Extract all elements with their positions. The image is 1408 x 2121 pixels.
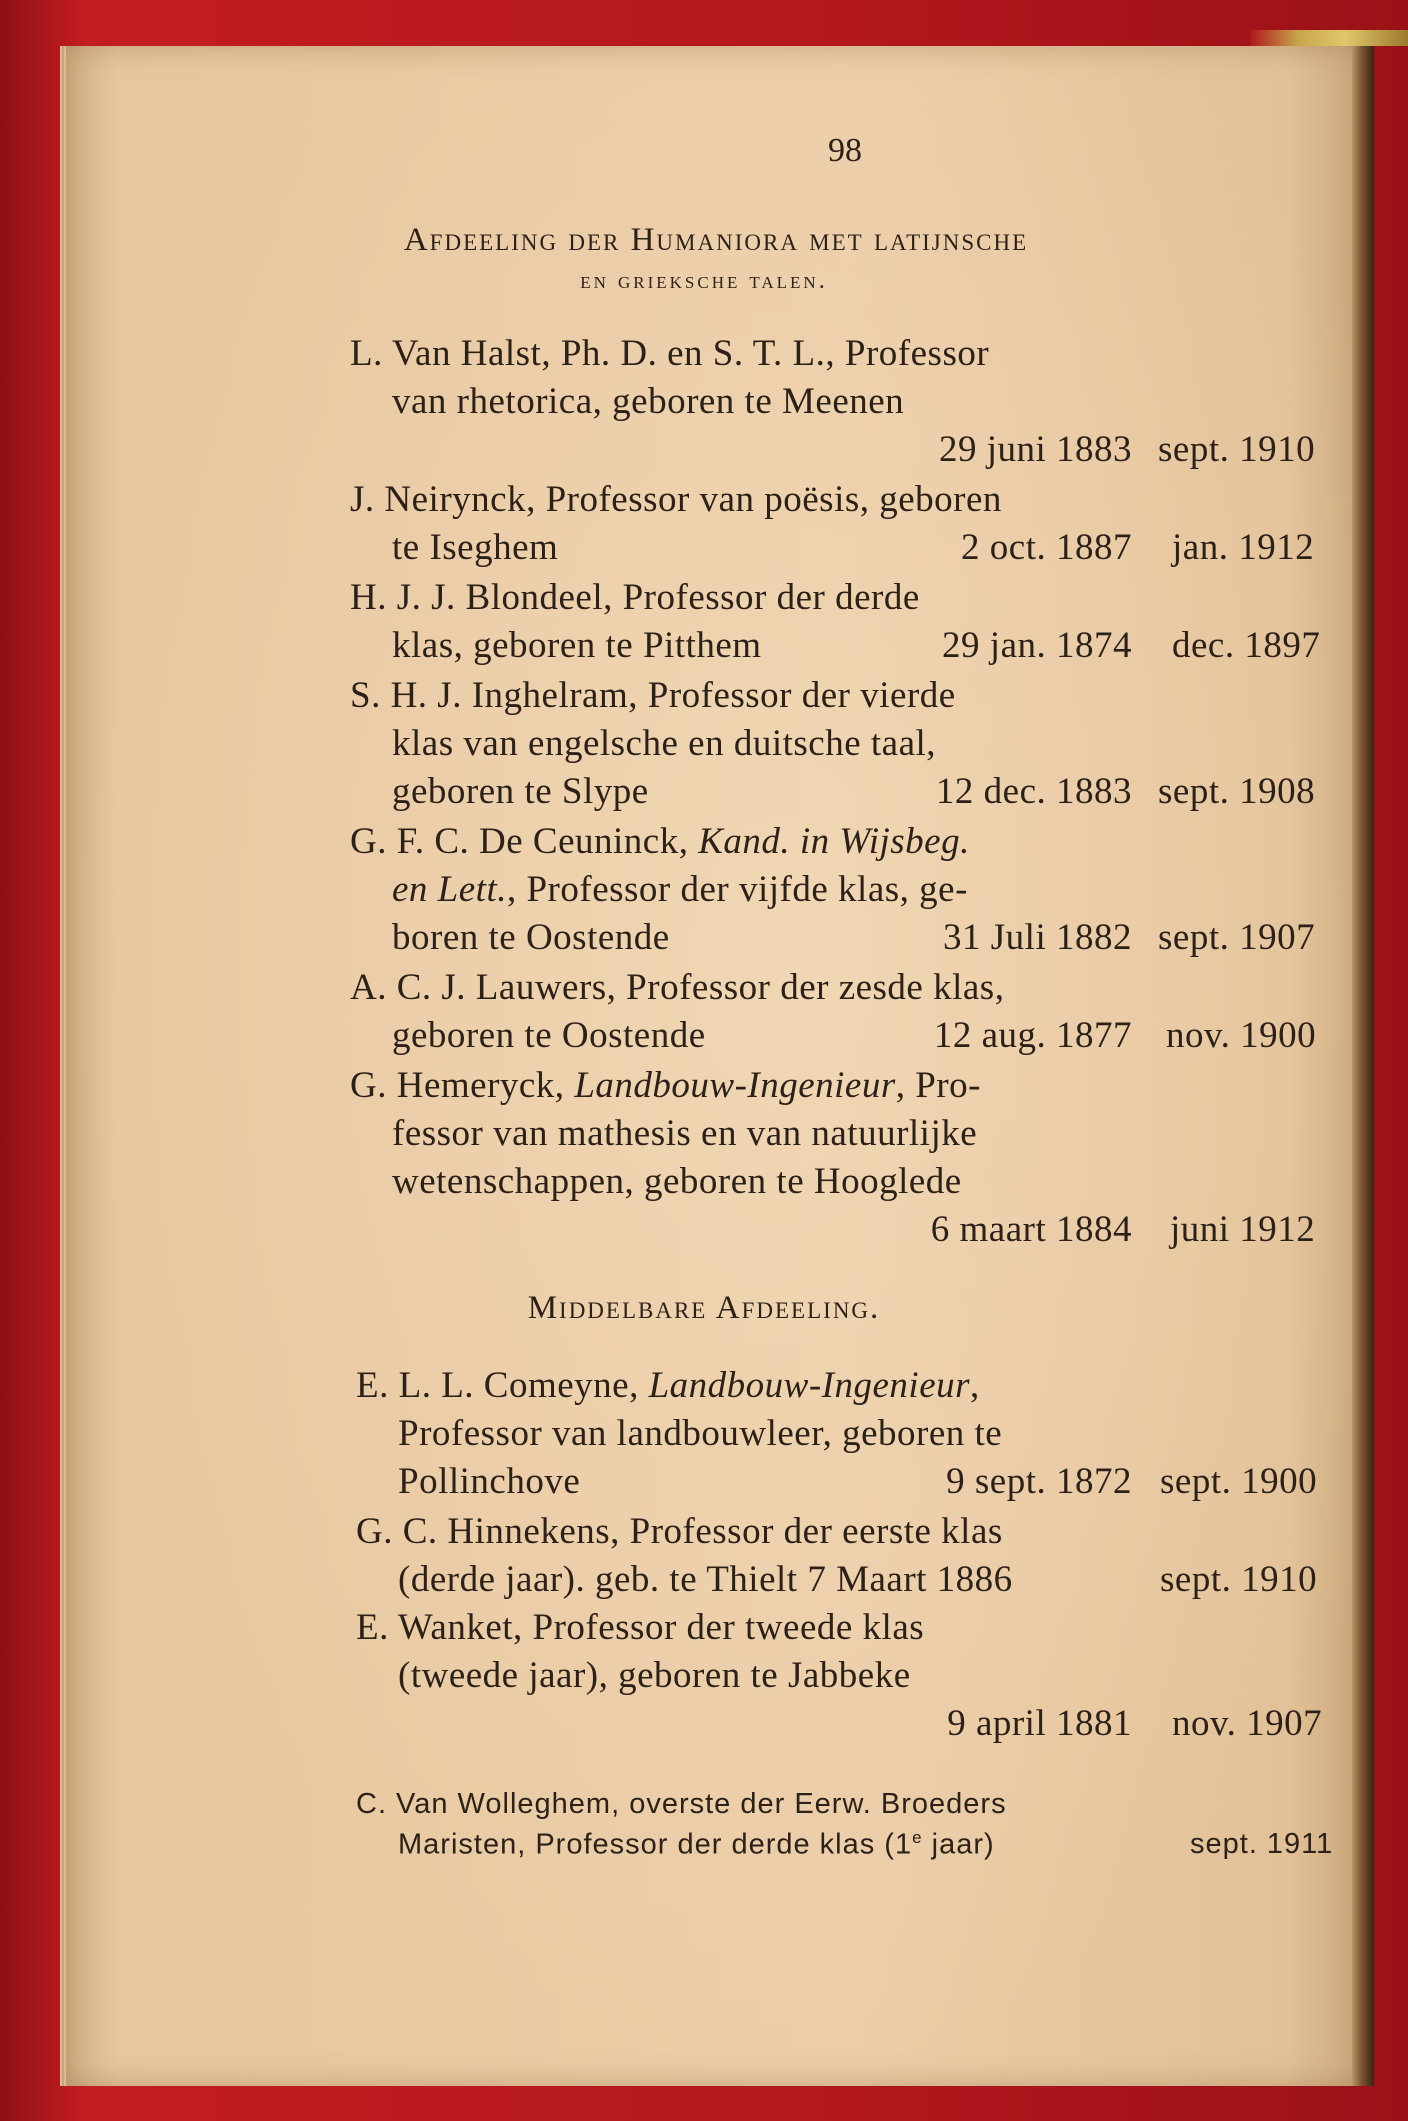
appointment-date: nov. 1907 xyxy=(1172,1703,1323,1744)
entry-line: L. Van Halst, Ph. D. en S. T. L., Professor xyxy=(350,333,990,374)
entry-line: klas, geboren te Pitthem xyxy=(392,625,762,666)
entry-line: geboren te Slype xyxy=(392,771,649,812)
page-number: 98 xyxy=(828,132,862,169)
entry-line: S. H. J. Inghelram, Professor der vierde xyxy=(350,675,956,716)
birth-date: 12 dec. 1883 xyxy=(935,771,1132,812)
appointment-date: juni 1912 xyxy=(1170,1209,1316,1250)
entry-degree: en Lett. xyxy=(392,869,507,910)
appointment-date: sept. 1911 xyxy=(1190,1828,1334,1860)
entry-line-composite xyxy=(350,820,970,863)
footnote-text: Maristen, Professor der derde klas (1 xyxy=(398,1828,913,1861)
entry-line: A. C. J. Lauwers, Professor der zesde klas, xyxy=(350,967,1005,1008)
entry-line: E. Wanket, Professor der tweede klas xyxy=(356,1607,925,1648)
section-title-line2: en grieksche talen. xyxy=(580,268,828,294)
section-title-line1: Afdeeling der Humaniora met latijnsche xyxy=(403,222,1029,258)
birth-date: 12 aug. 1877 xyxy=(933,1015,1132,1056)
entry-degree: Landbouw-Ingenieur xyxy=(574,1065,896,1106)
entry-line: wetenschappen, geboren te Hooglede xyxy=(392,1161,962,1202)
entry-line-composite xyxy=(350,1064,981,1107)
entry-line: G. C. Hinnekens, Professor der eerste klas xyxy=(356,1511,1003,1552)
entry-text: , Professor der vijfde klas, ge- xyxy=(506,869,968,910)
entry-text: E. L. L. Comeyne, xyxy=(356,1365,649,1406)
appointment-date: dec. 1897 xyxy=(1172,625,1321,666)
entry-line: fessor van mathesis en van natuurlijke xyxy=(392,1113,978,1154)
birth-date: 6 maart 1884 xyxy=(930,1209,1132,1250)
footnote-line-composite xyxy=(398,1828,995,1862)
entry-text: G. F. C. De Ceuninck, xyxy=(350,821,699,862)
birth-date: 9 sept. 1872 xyxy=(946,1461,1132,1502)
footnote-text: jaar) xyxy=(922,1828,995,1861)
appointment-date: nov. 1900 xyxy=(1166,1015,1317,1056)
entry-line: J. Neirynck, Professor van poësis, geboren xyxy=(350,479,1002,520)
entry-line: geboren te Oostende xyxy=(392,1015,706,1056)
entry-text: , xyxy=(970,1365,980,1406)
entry-line: klas van engelsche en duitsche taal, xyxy=(392,723,937,764)
appointment-date: sept. 1908 xyxy=(1158,771,1316,812)
entry-line: (derde jaar). geb. te Thielt 7 Maart 1886 xyxy=(398,1559,1013,1600)
birth-date: 29 juni 1883 xyxy=(938,429,1132,470)
footnote-superscript: e xyxy=(912,1828,923,1847)
section-title: Middelbare Afdeeling. xyxy=(527,1290,881,1326)
birth-date: 2 oct. 1887 xyxy=(961,527,1132,568)
entry-line-composite xyxy=(356,1364,980,1407)
entry-line-composite xyxy=(392,868,968,911)
entry-degree: Kand. in Wijsbeg. xyxy=(698,821,970,862)
entry-line: boren te Oostende xyxy=(392,917,670,958)
appointment-date: jan. 1912 xyxy=(1172,527,1315,568)
section-title-humaniora-line2 xyxy=(0,268,1408,295)
appointment-date: sept. 1910 xyxy=(1158,429,1316,470)
section-title-humaniora xyxy=(0,222,1408,259)
entry-line: te Iseghem xyxy=(392,527,559,568)
entry-line: (tweede jaar), geboren te Jabbeke xyxy=(398,1655,911,1696)
appointment-date: sept. 1900 xyxy=(1160,1461,1318,1502)
section-title-middelbare xyxy=(0,1290,1408,1327)
birth-date: 29 jan. 1874 xyxy=(942,625,1132,666)
entry-text: G. Hemeryck, xyxy=(350,1065,575,1106)
appointment-date: sept. 1907 xyxy=(1158,917,1316,958)
entry-line: van rhetorica, geboren te Meenen xyxy=(392,381,905,422)
entry-line: Pollinchove xyxy=(398,1461,581,1502)
appointment-date: sept. 1910 xyxy=(1160,1559,1318,1600)
footnote-line: C. Van Wolleghem, overste der Eerw. Broeders xyxy=(356,1788,1007,1820)
entry-text: , Pro- xyxy=(895,1065,981,1106)
birth-date: 9 april 1881 xyxy=(947,1703,1132,1744)
entry-degree: Landbouw-Ingenieur xyxy=(648,1365,971,1406)
entry-line: Professor van landbouwleer, geboren te xyxy=(398,1413,1003,1454)
birth-date: 31 Juli 1882 xyxy=(943,917,1132,958)
entry-line: H. J. J. Blondeel, Professor der derde xyxy=(350,577,920,618)
